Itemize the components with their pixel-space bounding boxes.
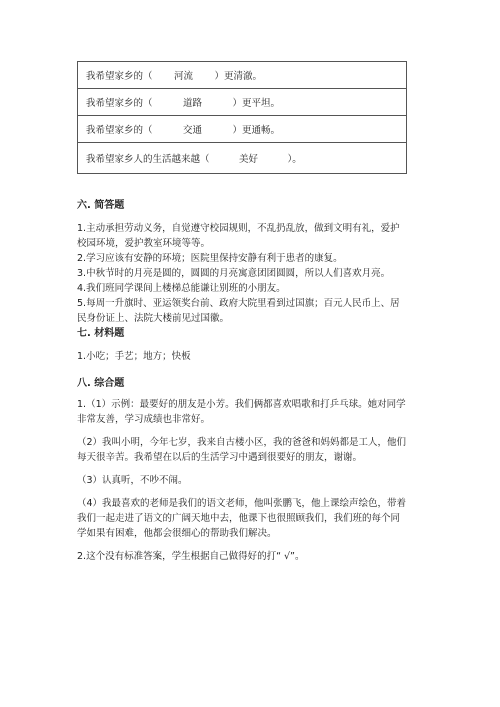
answer-line: （3）认真听，不吵不闹。 [77,475,188,486]
answer-line: 学如果有困难，他都会很细心的帮助我们解决。 [77,528,277,539]
row-suffix: ）。 [287,154,302,165]
comprehensive-block [77,397,419,564]
table-row [78,116,407,143]
answer-line: 每天很辛苦。我希望在以后的生活学习中遇到很要好的朋友，谢谢。 [77,452,363,463]
table-row [78,62,407,89]
row-answer: 河流 [174,71,194,82]
answer-line: （2）我叫小明，今年七岁，我来自古楼小区，我的爸爸和妈妈都是工人，他们 [77,437,407,448]
row-answer: 道路 [183,98,203,109]
section-title-short-answer: 六. 简答题 [77,200,125,211]
table-cell [78,89,407,116]
row-suffix: ）更平坦。 [232,98,281,109]
table-cell [78,116,407,143]
table-cell [78,143,407,174]
section-title-material: 七. 材料题 [77,328,125,339]
answer-line: 5.每周一升旗时、亚运领奖台前、政府大院里看到过国旗；百元人民币上、居 [77,298,400,309]
answer-line: 1.（1）示例：最要好的朋友是小芳。我们俩都喜欢唱歌和打乒乓球。她对同学 [77,399,406,410]
answer-line: 1.主动承担劳动义务，自觉遵守校园规则，不乱扔乱放，做到文明有礼，爱护 [77,223,400,234]
answer-line: 3.中秋节时的月亮是圆的，圆圆的月亮寓意团团圆圆，所以人们喜欢月亮。 [77,268,391,279]
row-answer: 交通 [183,125,203,136]
row-suffix: ）更通畅。 [232,125,281,136]
table-row [78,89,407,116]
row-answer: 美好 [239,154,259,165]
material-block [77,349,419,364]
short-answer-block [77,221,419,326]
answer-line: 1.小吃；手艺；地方；快板 [77,351,191,362]
row-suffix: ）更清澈。 [214,71,263,82]
row-prefix: 我希望家乡的（ [86,71,153,82]
table-row [78,143,407,174]
section-title-comprehensive: 八. 综合题 [77,378,125,389]
answer-line: 非常友善，学习成绩也非常好。 [77,414,211,425]
fill-in-table [77,61,407,174]
answer-line: 2.这个没有标准答案，学生根据自己做得好的打“ √”。 [77,551,305,562]
row-prefix: 我希望家乡人的生活越来越（ [86,154,210,165]
row-prefix: 我希望家乡的（ [86,125,153,136]
answer-line: 我们一起走进了语文的广阔天地中去，他课下也很照顾我们，我们班的每个同 [77,513,401,524]
row-prefix: 我希望家乡的（ [86,98,153,109]
answer-line: 4.我们班同学课间上楼梯总能谦让别班的小朋友。 [77,283,286,294]
answer-line: （4）我最喜欢的老师是我们的语文老师，他叫张鹏飞，他上课绘声绘色，带着 [77,498,407,509]
answer-line: 校园环境，爱护教室环境等等。 [77,238,211,249]
table-cell [78,62,407,89]
answer-line: 2.学习应该有安静的环境；医院里保持安静有利于患者的康复。 [77,253,343,264]
answer-line: 民身份证上、法院大楼前见过国徽。 [77,313,230,324]
